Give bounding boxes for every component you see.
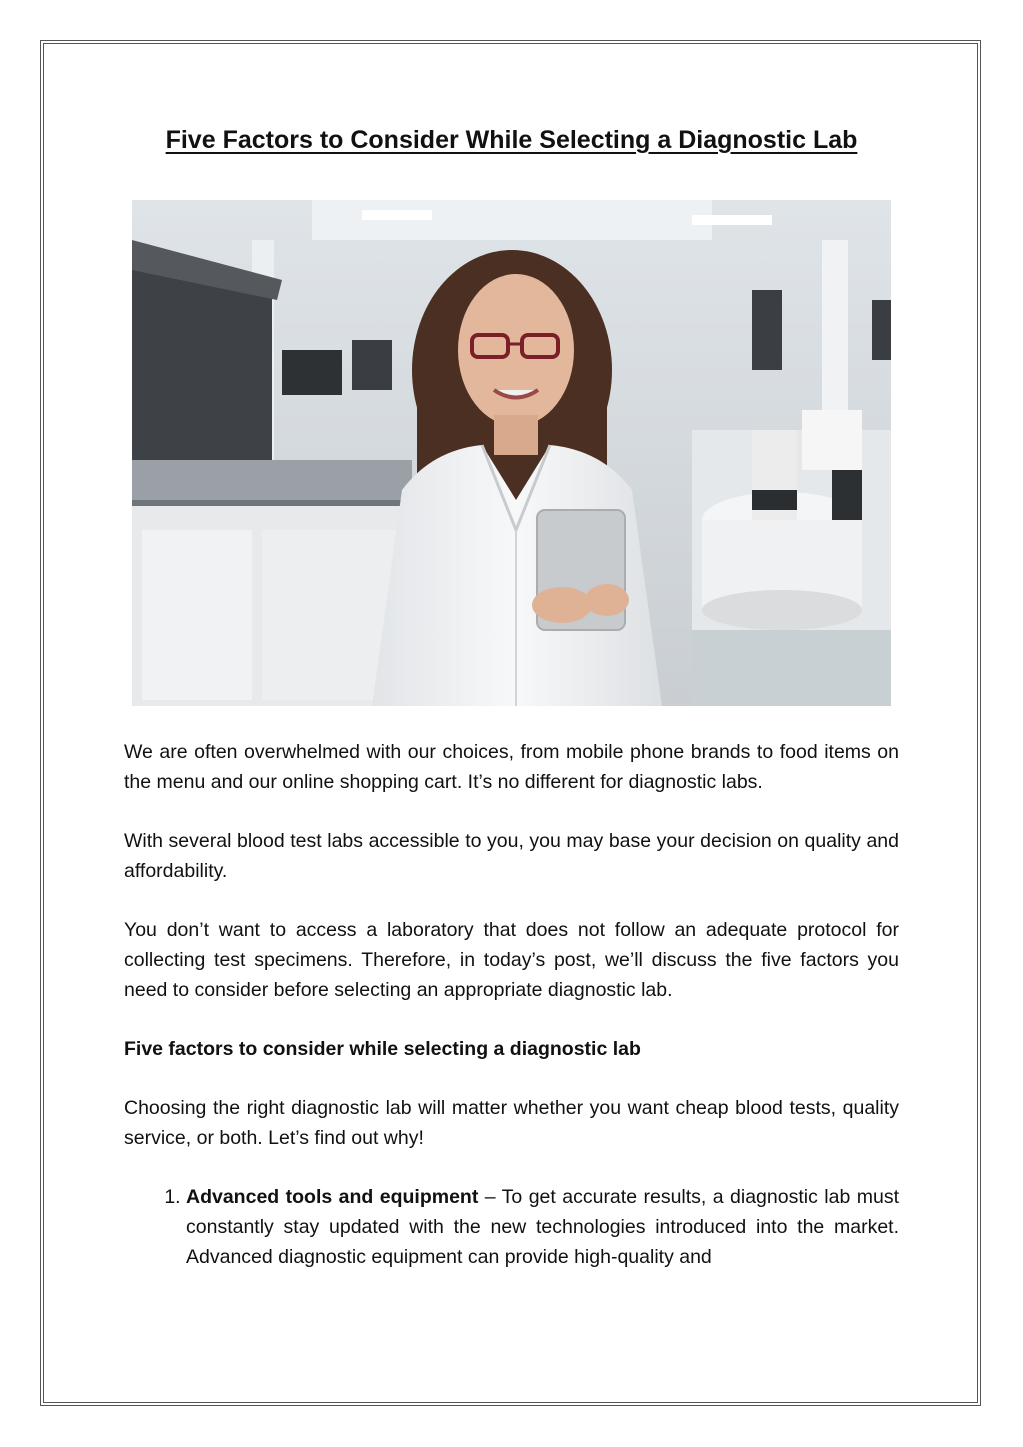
list-item-text: – To get accurate results, a diagnostic lab must constantly stay updated with the new technologies introduced into the market. Advanced diagnostic equipment can provide high-quality and — [186, 1186, 899, 1268]
paragraph-blood-test-labs: With several blood test labs accessible to you, you may base your decision on quality and affordability. — [124, 830, 899, 882]
list-item-title: Advanced tools and equipment — [186, 1186, 479, 1208]
list-item — [186, 1182, 899, 1272]
document-body — [124, 737, 899, 1272]
paragraph-protocol: You don’t want to access a laboratory that does not follow an adequate protocol for collecting test specimens. Therefore, in today’s post, we’ll discuss the five factors you need to consider before selecting an appropriate diagnostic lab. — [124, 919, 899, 1001]
lab-technician-photo — [132, 200, 891, 706]
section-heading: Five factors to consider while selecting a diagnostic lab — [124, 1038, 641, 1060]
document-title: Five Factors to Consider While Selecting a Diagnostic Lab — [165, 126, 858, 154]
section-intro: Choosing the right diagnostic lab will matter whether you want cheap blood tests, quality service, or both. Let’s find out why! — [124, 1097, 899, 1149]
paragraph-intro: We are often overwhelmed with our choices, from mobile phone brands to food items on the menu and our online shopping cart. It’s no different for diagnostic labs. — [124, 741, 899, 793]
factors-list — [124, 1182, 899, 1272]
